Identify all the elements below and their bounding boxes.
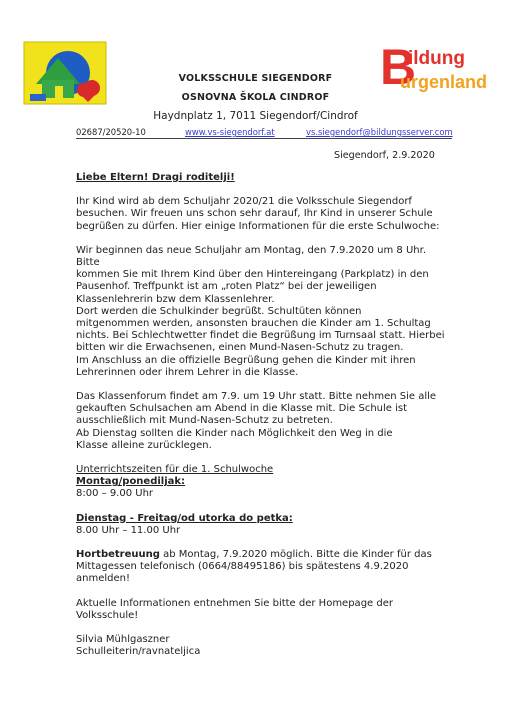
text-line: begrüßen zu dürfen. Hier einige Informationen für die erste Schulwoche:	[76, 220, 440, 232]
paragraph-hort	[76, 549, 446, 586]
text-line: Pausenhof. Treffpunkt ist am „roten Platz“ bei der jeweiligen	[76, 281, 377, 293]
text-line: Im Anschluss an die offizielle Begrüßung gehen die Kinder mit ihren	[76, 354, 416, 366]
signature-name: Silvia Mühlgaszner	[76, 634, 170, 646]
website-link[interactable]: www.vs-siegendorf.at	[185, 127, 275, 137]
text-line: nichts. Bei Schlechtwetter findet die Begrüßung im Turnsaal statt. Hierbei	[76, 330, 445, 342]
schedule-rest-label: Dienstag - Freitag/od utorka do petka:	[76, 512, 293, 524]
header-divider	[76, 138, 452, 139]
schedule-rest-section	[76, 513, 446, 537]
schedule-rest-time: 8.00 Uhr – 11.00 Uhr	[76, 524, 181, 536]
text-line: Klasse alleine zurücklegen.	[76, 439, 212, 451]
text-line: mitgenommen werden, ansonsten brauchen die Kinder am 1. Schultag	[76, 318, 431, 330]
text-line: Klassenlehrerin bzw dem Klassenlehrer.	[76, 293, 275, 305]
phone-number: 02687/20520-10	[76, 127, 146, 137]
school-name-hr: OSNOVNA ŠKOLA CINDROF	[181, 92, 330, 103]
text-line: Das Klassenforum findet am 7.9. um 19 Uhr statt. Bitte nehmen Sie alle	[76, 391, 437, 403]
email-link[interactable]: vs.siegendorf@bildungsserver.com	[306, 127, 453, 137]
text-line: Ihr Kind wird ab dem Schuljahr 2020/21 die Volksschule Siegendorf	[76, 196, 412, 208]
text-line: kommen Sie mit Ihrem Kind über den Hintereingang (Parkplatz) in den	[76, 269, 429, 281]
paragraph-info	[76, 598, 446, 622]
text-line: Lehrerinnen oder ihrem Lehrer in die Klasse.	[76, 366, 299, 378]
schedule-section	[76, 464, 446, 501]
school-address: Haydnplatz 1, 7011 Siegendorf/Cindrof	[153, 110, 358, 122]
paragraph-class-forum	[76, 391, 446, 452]
text-line: besuchen. Wir freuen uns schon sehr darauf, Ihr Kind in unserer Schule	[76, 208, 433, 220]
text-line: Mittagessen telefonisch (0664/88495186) bis spätestens 4.9.2020 anmelden!	[76, 561, 409, 585]
text-line: ausschließlich mit Mund-Nasen-Schutz zu betreten.	[76, 415, 333, 427]
schedule-monday-label: Montag/ponediljak:	[76, 476, 186, 488]
hort-label: Hortbetreuung	[76, 549, 160, 561]
schedule-monday-time: 8:00 – 9.00 Uhr	[76, 488, 154, 500]
signature	[76, 634, 446, 658]
text-line: bitten wir die Erwachsenen, einen Mund-Nasen-Schutz zu tragen.	[76, 342, 404, 354]
text-line: ab Montag, 7.9.2020 möglich. Bitte die Kinder für das	[159, 549, 432, 561]
text-line: gekauften Schulsachen am Abend in die Klasse mit. Die Schule ist	[76, 403, 408, 415]
greeting: Liebe Eltern! Dragi roditelji!	[76, 172, 235, 183]
school-name-de: VOLKSSCHULE SIEGENDORF	[178, 73, 333, 84]
brand-line-1: ildung	[408, 48, 465, 69]
text-line: Ab Dienstag sollten die Kinder nach Möglichkeit den Weg in die	[76, 427, 393, 439]
text-line: Dort werden die Schulkinder begrüßt. Schultüten können	[76, 305, 362, 317]
date-line: Siegendorf, 2.9.2020	[334, 150, 435, 161]
text-line: Volksschule!	[76, 609, 139, 621]
paragraph-first-day	[76, 245, 446, 379]
letter-body	[76, 172, 446, 659]
signature-role: Schulleiterin/ravnateljica	[76, 646, 201, 658]
paragraph-intro	[76, 196, 446, 233]
text-line: Wir beginnen das neue Schuljahr am Montag, den 7.9.2020 um 8 Uhr. Bitte	[76, 244, 427, 269]
schedule-title: Unterrichtszeiten für die 1. Schulwoche	[76, 464, 274, 476]
brand-line-2: urgenland	[400, 72, 488, 92]
brand-big-letter: B	[380, 39, 417, 95]
text-line: Aktuelle Informationen entnehmen Sie bitte der Homepage der	[76, 597, 393, 609]
